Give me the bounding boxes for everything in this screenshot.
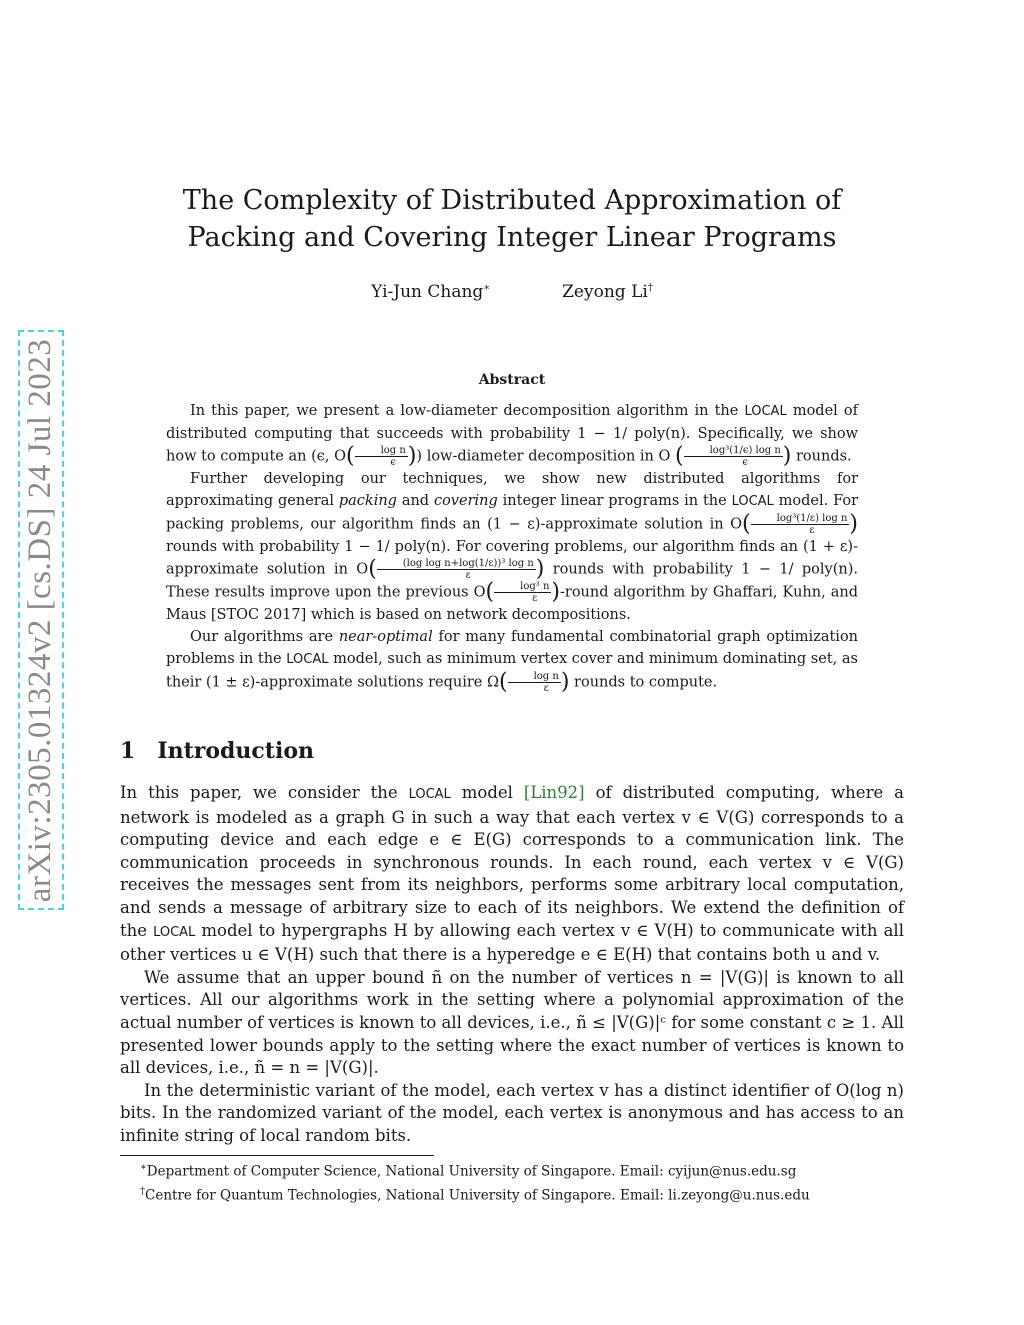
footnotes	[140, 1158, 810, 1205]
abstract-paragraph: Further developing our techniques, we show new distributed algorithms for approximating general packing and covering integer linear programs in the LOCAL model. For packing problems, our algorithm finds an (1 − ε)-approximate solution in O( $\frac{\text{log³(1/ε) log n}}{\varepsilon}$ ) rounds with probability 1 − 1/ poly(n). For covering problems, our algorithm finds an (1 + ε)-approximate solution in O( $\frac{\text{(log log n+log(1/ε))³ log n}}{\varepsilon}$ ) rounds with probability 1 − 1/ poly(n). These results improve upon the previous O( $\frac{\text{log³ n}}{\varepsilon}$ )-round algorithm by Ghaffari, Kuhn, and Maus [STOC 2017] which is based on network decompositions.	[166, 471, 859, 623]
citation-link[interactable]: [Lin92]	[523, 783, 585, 802]
section-heading	[120, 738, 314, 764]
title-line-2: Packing and Covering Integer Linear Programs	[187, 222, 837, 253]
fraction: $\frac{\text{log³ n}}{\varepsilon}$	[494, 581, 551, 604]
local-model-term: LOCAL	[286, 652, 329, 667]
fraction: $\frac{\text{log n}}{\epsilon}$	[355, 445, 408, 468]
local-model-term: LOCAL	[153, 924, 196, 940]
arxiv-identifier: arXiv:2305.01324v2 [cs.DS] 24 Jul 2023	[22, 338, 59, 902]
author: Yi-Jun Chang∗	[371, 282, 491, 302]
abstract-heading: Abstract	[478, 372, 546, 388]
author: Zeyong Li†	[562, 282, 653, 302]
footnote: †Centre for Quantum Technologies, National University of Singapore. Email: li.zeyong@u.nus.edu	[140, 1185, 810, 1203]
introduction-body	[120, 782, 904, 1148]
local-model-term: LOCAL	[744, 404, 787, 419]
section-title: Introduction	[157, 738, 314, 764]
local-model-term: LOCAL	[408, 787, 451, 802]
footnote: ∗Department of Computer Science, National University of Singapore. Email: cyijun@nus.edu.sg	[140, 1162, 797, 1180]
fraction: $\frac{\text{log n}}{\varepsilon}$	[508, 671, 561, 694]
local-model-term: LOCAL	[731, 494, 774, 509]
intro-paragraph: We assume that an upper bound ñ on the number of vertices n = |V(G)| is known to all vertices. All our algorithms work in the setting where a polynomial approximation of the actual number of vertices is known to all devices, i.e., ñ ≤ |V(G)|ᶜ for some constant c ≥ 1. All presented lower bounds apply to the setting where the exact number of vertices is known to all devices, i.e., ñ = n = |V(G)|.	[120, 967, 904, 1078]
abstract-paragraph: In this paper, we present a low-diameter decomposition algorithm in the LOCAL model of distributed computing that succeeds with probability 1 − 1/ poly(n). Specifically, we show how to compute an (ϵ, O( $\frac{\text{log n}}{\epsilon}$ )) low-diameter decomposition in O ( $\frac{\text{log³(1/ϵ) log n}}{\epsilon}$ ) rounds.	[166, 403, 859, 469]
abstract-paragraph: Our algorithms are near-optimal for many fundamental combinatorial graph optimization problems in the LOCAL model, such as minimum vertex cover and minimum dominating set, as their (1 ± ε)-approximate solutions require Ω( $\frac{\text{log n}}{\varepsilon}$ ) rounds to compute.	[166, 629, 859, 695]
footnote-rule	[120, 1155, 434, 1156]
intro-paragraph: In the deterministic variant of the model, each vertex v has a distinct identifier of O(log n) bits. In the randomized variant of the model, each vertex is anonymous and has access to an infinite string of local random bits.	[120, 1080, 904, 1145]
title-line-1: The Complexity of Distributed Approximation of	[182, 185, 842, 216]
intro-paragraph: In this paper, we consider the LOCAL model [Lin92] of distributed computing, where a network is modeled as a graph G in such a way that each vertex v ∈ V(G) corresponds to a computing device and each edge e ∈ E(G) corresponds to a communication link. The communication proceeds in synchronous rounds. In each round, each vertex v ∈ V(G) receives the messages sent from its neighbors, performs some arbitrary local computation, and sends a message of arbitrary size to each of its neighbors. We extend the definition of the LOCAL model to hypergraphs H by allowing each vertex v ∈ V(H) to communicate with all other vertices u ∈ V(H) such that there is a hyperedge e ∈ E(H) that contains both u and v.	[120, 783, 905, 965]
section-number: 1	[120, 738, 136, 764]
abstract-body	[166, 400, 858, 694]
fraction: $\frac{\text{log³(1/ε) log n}}{\varepsilon}$	[751, 513, 850, 536]
arxiv-stamp	[18, 330, 64, 910]
author-list	[0, 282, 1024, 302]
fraction: $\frac{\text{log³(1/ϵ) log n}}{\epsilon}$	[684, 445, 783, 468]
paper-title	[0, 182, 1024, 256]
fraction: $\frac{\text{(log log n+log(1/ε))³ log n}}{\varepsilon}$	[377, 558, 536, 581]
